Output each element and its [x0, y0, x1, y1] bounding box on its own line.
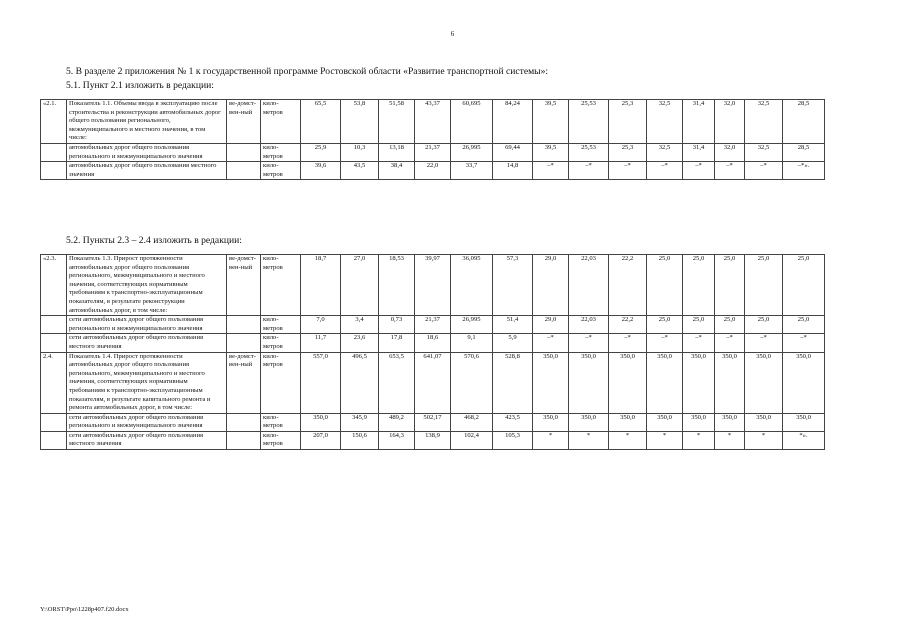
value-cell: 350,0	[609, 413, 647, 431]
value-cell: 25,0	[647, 255, 683, 316]
value-cell: 641,07	[415, 352, 451, 413]
table-row	[41, 352, 825, 413]
row-number-cell	[41, 143, 67, 161]
value-cell: 17,8	[379, 334, 415, 352]
indicator-name-cell: Показатель 1.3. Прирост протяженности автомобильных дорог общего пользования регионального, межмуниципального и местного значения, соответствующих нормативным требованиям к транспортно-эксплуатационным показателям, в результате реконструкции автомобильных дорог, в том числе:	[67, 255, 227, 316]
row-number-cell: 2.4.	[41, 352, 67, 413]
value-cell: 33,7	[451, 162, 493, 180]
value-cell: 207,0	[301, 431, 341, 449]
value-cell: 29,0	[533, 255, 569, 316]
value-cell: –*	[533, 334, 569, 352]
unit-cell: кило-метров	[261, 413, 301, 431]
value-cell: 105,3	[493, 431, 533, 449]
value-cell: 26,995	[451, 143, 493, 161]
value-cell: 350,0	[745, 413, 783, 431]
value-cell: 69,44	[493, 143, 533, 161]
value-cell: 25,0	[683, 255, 715, 316]
value-cell: 350,0	[569, 352, 609, 413]
value-cell: 26,995	[451, 316, 493, 334]
indicator-type-cell: ве-домст-вен-ный	[227, 100, 261, 144]
value-cell: 25,0	[683, 316, 715, 334]
value-cell: 10,3	[341, 143, 379, 161]
value-cell: 345,9	[341, 413, 379, 431]
unit-cell: кило-метров	[261, 100, 301, 144]
value-cell: 164,3	[379, 431, 415, 449]
row-number-cell: «2.3.	[41, 255, 67, 316]
value-cell: 25,0	[715, 316, 745, 334]
indicator-name-cell: сети автомобильных дорог общего пользования местного значения	[67, 431, 227, 449]
indicator-name-cell: Показатель 1.1. Объемы ввода в эксплуатацию после строительства и реконструкции автомобильных дорог общего пользования регионального, межмуниципального и местного значения, в том числе:	[67, 100, 227, 144]
unit-cell: кило-метров	[261, 255, 301, 316]
value-cell: 350,0	[683, 413, 715, 431]
value-cell: –*	[647, 162, 683, 180]
value-cell: *	[683, 431, 715, 449]
value-cell: 57,3	[493, 255, 533, 316]
value-cell: 22,03	[569, 255, 609, 316]
value-cell: –*	[683, 334, 715, 352]
value-cell: 25,53	[569, 100, 609, 144]
value-cell: 25,3	[609, 100, 647, 144]
indicator-type-cell: ве-домст-вен-ный	[227, 255, 261, 316]
value-cell: 528,8	[493, 352, 533, 413]
value-cell: 39,6	[301, 162, 341, 180]
value-cell: 32,0	[715, 143, 745, 161]
subsection-heading-5-1: 5.1. Пункт 2.1 изложить в редакции:	[66, 80, 214, 91]
value-cell: 138,9	[415, 431, 451, 449]
indicator-name-cell: Показатель 1.4. Прирост протяженности автомобильных дорог общего пользования регионального, межмуниципального и местного значения, соответствующих нормативным требованиям к транспортно-эксплуатационным показателям, в результате капитального ремонта и ремонта автомобильных дорог, в том числе:	[67, 352, 227, 413]
value-cell: 28,5	[783, 143, 825, 161]
unit-cell: кило-метров	[261, 316, 301, 334]
section-heading: 5. В разделе 2 приложения № 1 к государственной программе Ростовской области «Развитие транспортной системы»:	[66, 66, 549, 77]
value-cell: *	[647, 431, 683, 449]
value-cell: 350,0	[647, 352, 683, 413]
indicator-type-cell	[227, 431, 261, 449]
unit-cell: кило-метров	[261, 352, 301, 413]
value-cell: 423,5	[493, 413, 533, 431]
indicator-type-cell	[227, 316, 261, 334]
value-cell: 350,0	[533, 352, 569, 413]
value-cell: 25,0	[783, 316, 825, 334]
value-cell: 25,53	[569, 143, 609, 161]
table-row	[41, 334, 825, 352]
table-row	[41, 143, 825, 161]
page-number: 6	[450, 30, 455, 38]
value-cell: 84,24	[493, 100, 533, 144]
value-cell: 350,0	[683, 352, 715, 413]
value-cell: 5,9	[493, 334, 533, 352]
value-cell: –*	[745, 334, 783, 352]
value-cell: 350,0	[647, 413, 683, 431]
indicator-name-cell: автомобильных дорог общего пользования регионального и межмуниципального значения	[67, 143, 227, 161]
indicator-name-cell: автомобильных дорог общего пользования местного значения	[67, 162, 227, 180]
value-cell: 18,7	[301, 255, 341, 316]
value-cell: 350,0	[609, 352, 647, 413]
value-cell: 65,5	[301, 100, 341, 144]
row-number-cell	[41, 431, 67, 449]
value-cell: –*	[609, 334, 647, 352]
value-cell: –*	[569, 334, 609, 352]
unit-cell: кило-метров	[261, 334, 301, 352]
value-cell: 22,2	[609, 316, 647, 334]
value-cell: –*	[569, 162, 609, 180]
value-cell: 39,97	[415, 255, 451, 316]
value-cell: 18,6	[415, 334, 451, 352]
table-row	[41, 100, 825, 144]
value-cell: 39,5	[533, 143, 569, 161]
value-cell: 11,7	[301, 334, 341, 352]
value-cell: 27,0	[341, 255, 379, 316]
value-cell: –*	[783, 334, 825, 352]
row-number-cell	[41, 413, 67, 431]
value-cell: 39,5	[533, 100, 569, 144]
unit-cell: кило-метров	[261, 162, 301, 180]
value-cell: 60,695	[451, 100, 493, 144]
value-cell: 350,0	[783, 413, 825, 431]
value-cell: 21,37	[415, 143, 451, 161]
value-cell: –*	[609, 162, 647, 180]
value-cell: 653,5	[379, 352, 415, 413]
value-cell: –*	[533, 162, 569, 180]
value-cell: –*	[745, 162, 783, 180]
value-cell: 3,4	[341, 316, 379, 334]
value-cell: –*	[647, 334, 683, 352]
value-cell: 32,5	[647, 100, 683, 144]
indicator-name-cell: сети автомобильных дорог общего пользования местного значения	[67, 334, 227, 352]
value-cell: 7,0	[301, 316, 341, 334]
value-cell: 14,8	[493, 162, 533, 180]
value-cell: 25,9	[301, 143, 341, 161]
row-number-cell	[41, 162, 67, 180]
value-cell: –*».	[783, 162, 825, 180]
value-cell: 557,0	[301, 352, 341, 413]
table-row	[41, 162, 825, 180]
value-cell: 31,4	[683, 143, 715, 161]
value-cell: 21,37	[415, 316, 451, 334]
table-row	[41, 431, 825, 449]
table-row	[41, 255, 825, 316]
value-cell: 25,0	[745, 316, 783, 334]
value-cell: 32,5	[745, 100, 783, 144]
file-path-footer: Y:\ORST\Ppo\1228p407.f20.docx	[40, 606, 129, 613]
value-cell: 28,5	[783, 100, 825, 144]
row-number-cell	[41, 334, 67, 352]
value-cell: 350,0	[783, 352, 825, 413]
indicator-name-cell: сети автомобильных дорог общего пользования регионального и межмуниципального значения	[67, 413, 227, 431]
value-cell: 102,4	[451, 431, 493, 449]
value-cell: 22,0	[415, 162, 451, 180]
value-cell: 31,4	[683, 100, 715, 144]
value-cell: 38,4	[379, 162, 415, 180]
value-cell: –*	[715, 334, 745, 352]
value-cell: 51,58	[379, 100, 415, 144]
value-cell: 350,0	[533, 413, 569, 431]
value-cell: *	[745, 431, 783, 449]
value-cell: 22,03	[569, 316, 609, 334]
value-cell: *	[569, 431, 609, 449]
unit-cell: кило-метров	[261, 143, 301, 161]
value-cell: 350,0	[301, 413, 341, 431]
value-cell: 570,6	[451, 352, 493, 413]
row-number-cell	[41, 316, 67, 334]
subsection-heading-5-2: 5.2. Пункты 2.3 – 2.4 изложить в редакции:	[66, 235, 242, 246]
value-cell: 43,37	[415, 100, 451, 144]
indicator-name-cell: сети автомобильных дорог общего пользования регионального и межмуниципального значения	[67, 316, 227, 334]
value-cell: 489,2	[379, 413, 415, 431]
value-cell: 25,0	[783, 255, 825, 316]
indicator-type-cell	[227, 413, 261, 431]
unit-cell: кило-метров	[261, 431, 301, 449]
table-row	[41, 413, 825, 431]
indicator-type-cell: ве-домст-вен-ный	[227, 352, 261, 413]
value-cell: 51,4	[493, 316, 533, 334]
value-cell: 350,0	[569, 413, 609, 431]
indicator-table-2-3-2-4	[40, 254, 825, 450]
value-cell: 468,2	[451, 413, 493, 431]
value-cell: 32,5	[647, 143, 683, 161]
value-cell: *	[533, 431, 569, 449]
value-cell: 36,095	[451, 255, 493, 316]
value-cell: 29,0	[533, 316, 569, 334]
value-cell: 25,0	[715, 255, 745, 316]
value-cell: 32,0	[715, 100, 745, 144]
value-cell: 22,2	[609, 255, 647, 316]
value-cell: 53,8	[341, 100, 379, 144]
indicator-type-cell	[227, 162, 261, 180]
value-cell: 350,0	[745, 352, 783, 413]
value-cell: 150,6	[341, 431, 379, 449]
value-cell: –*	[683, 162, 715, 180]
value-cell: *	[609, 431, 647, 449]
table-row	[41, 316, 825, 334]
value-cell: *».	[783, 431, 825, 449]
indicator-type-cell	[227, 334, 261, 352]
value-cell: 43,5	[341, 162, 379, 180]
value-cell: 25,0	[745, 255, 783, 316]
value-cell: *	[715, 431, 745, 449]
row-number-cell: «2.1.	[41, 100, 67, 144]
value-cell: 23,6	[341, 334, 379, 352]
value-cell: 25,0	[647, 316, 683, 334]
value-cell: –*	[715, 162, 745, 180]
indicator-table-2-1	[40, 99, 825, 180]
value-cell: 350,0	[715, 352, 745, 413]
value-cell: 18,53	[379, 255, 415, 316]
value-cell: 502,17	[415, 413, 451, 431]
value-cell: 0,73	[379, 316, 415, 334]
value-cell: 9,1	[451, 334, 493, 352]
value-cell: 32,5	[745, 143, 783, 161]
value-cell: 496,5	[341, 352, 379, 413]
value-cell: 25,3	[609, 143, 647, 161]
indicator-type-cell	[227, 143, 261, 161]
value-cell: 13,18	[379, 143, 415, 161]
value-cell: 350,0	[715, 413, 745, 431]
